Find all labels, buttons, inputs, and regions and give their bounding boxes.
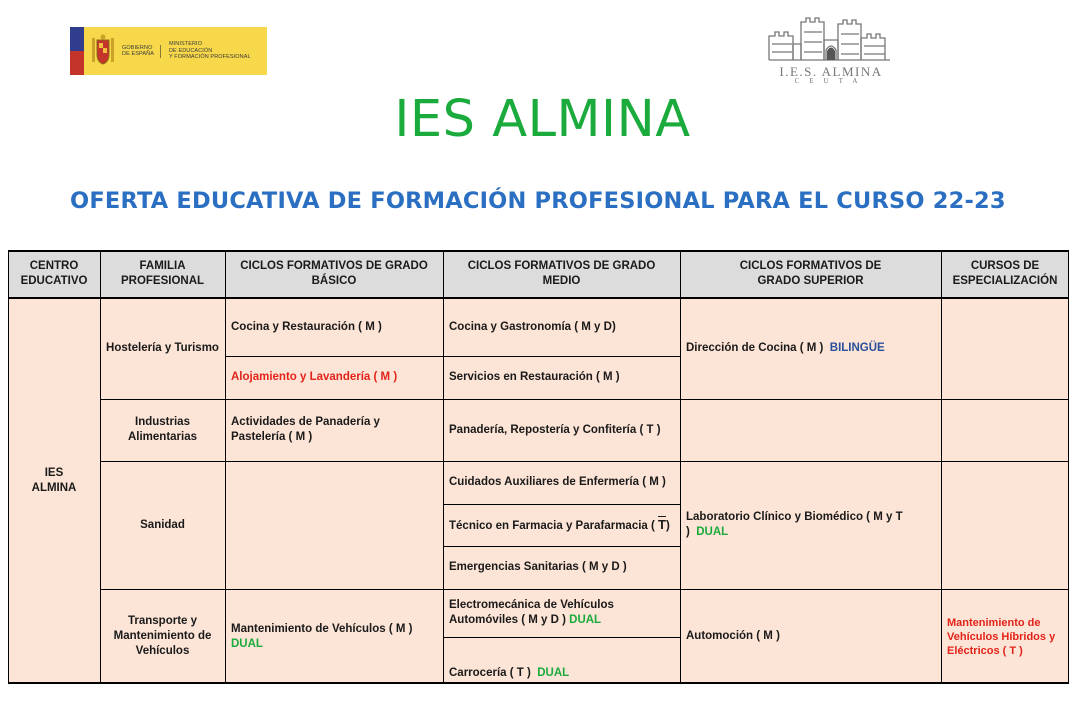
row-divider <box>443 546 680 547</box>
basico-panaderia: Actividades de Panadería y Pastelería ( M ) <box>231 416 380 443</box>
school-logo-city: CEUTA <box>794 77 868 85</box>
gov-text-gobierno: GOBIERNO DE ESPAÑA <box>122 45 161 58</box>
school-logo-name: I.E.S. ALMINA <box>779 64 883 79</box>
row-divider <box>225 356 680 357</box>
header-grado-basico: CICLOS FORMATIVOS DE GRADO BÁSICO <box>225 250 443 298</box>
medio-electromecanica: Electromecánica de Vehículos Automóviles ( M y D ) DUAL <box>449 599 614 626</box>
superior-automocion: Automoción ( M ) <box>686 630 780 642</box>
bilingue-tag: BILINGÜE <box>829 342 885 354</box>
family-industrias: Industrias Alimentarias <box>127 416 198 443</box>
row-divider <box>100 589 1069 590</box>
table-border-left <box>8 250 9 684</box>
dual-tag: DUAL <box>231 637 263 650</box>
column-divider <box>941 250 942 684</box>
especializacion-hibridos: Mantenimiento de Vehículos Híbridos y Eléctricos ( T ) <box>947 616 1056 657</box>
column-divider <box>680 250 681 684</box>
medio-emergencias: Emergencias Sanitarias ( M y D ) <box>449 561 627 573</box>
course-offer-table <box>8 250 1069 684</box>
column-divider <box>100 250 101 684</box>
coat-of-arms-icon <box>90 34 116 68</box>
medio-farmacia: Técnico en Farmacia y Parafarmacia ( $\overline{T}$) <box>449 516 670 532</box>
header-grado-superior: CICLOS FORMATIVOS DE GRADO SUPERIOR <box>680 250 941 298</box>
row-divider <box>100 461 1069 462</box>
family-sanidad: Sanidad <box>140 518 185 531</box>
row-divider <box>100 399 1069 400</box>
header-especializacion: CURSOS DE ESPECIALIZACIÓN <box>941 250 1069 298</box>
row-divider <box>443 504 680 505</box>
medio-cocina-gastronomia: Cocina y Gastronomía ( M y D) <box>449 320 616 333</box>
school-logo <box>766 14 896 85</box>
header-grado-medio: CICLOS FORMATIVOS DE GRADO MEDIO <box>443 250 680 298</box>
dual-tag: DUAL <box>537 667 570 679</box>
medio-cuidados: Cuidados Auxiliares de Enfermería ( M ) <box>449 476 666 488</box>
table-border-right <box>1068 250 1069 684</box>
page-title: IES ALMINA <box>394 90 691 149</box>
farmacia-shift-mark: $\overline{T}$ <box>658 516 666 532</box>
header-familia: FAMILIA PROFESIONAL <box>100 250 225 298</box>
table-border-bottom <box>8 682 1069 684</box>
header-centro: CENTRO EDUCATIVO <box>8 250 100 298</box>
family-transporte: Transporte y Mantenimiento de Vehículos <box>113 615 212 657</box>
dual-tag: DUAL <box>696 526 729 538</box>
superior-direccion-cocina: Dirección de Cocina ( M ) BILINGÜE <box>686 342 885 354</box>
centro-cell: IES ALMINA <box>31 467 77 494</box>
basico-alojamiento: Alojamiento y Lavandería ( M ) <box>231 371 398 383</box>
castle-icon <box>766 14 896 64</box>
basico-cocina: Cocina y Restauración ( M ) <box>231 320 382 333</box>
medio-panaderia-reposteria: Panadería, Repostería y Confitería ( T ) <box>449 423 661 436</box>
flag-icon <box>70 27 84 75</box>
dual-tag: DUAL <box>569 614 602 626</box>
page-subtitle: OFERTA EDUCATIVA DE FORMACIÓN PROFESIONAL PARA EL CURSO 22-23 <box>70 188 1006 214</box>
superior-laboratorio: Laboratorio Clínico y Biomédico ( M y T ) DUAL <box>686 511 903 538</box>
row-divider <box>443 637 680 638</box>
basico-vehiculos: Mantenimiento de Vehículos ( M ) DUAL <box>231 622 413 650</box>
medio-carroceria: Carrocería ( T ) DUAL <box>449 667 570 679</box>
medio-servicios-restauracion: Servicios en Restauración ( M ) <box>449 371 620 383</box>
government-logo <box>70 27 267 75</box>
family-hosteleria: Hostelería y Turismo <box>106 342 219 354</box>
column-divider <box>225 250 226 684</box>
table-border-top <box>8 250 1069 252</box>
header-divider <box>8 297 1069 299</box>
gov-text-ministerio: MINISTERIO DE EDUCACIÓN Y FORMACIÓN PROFESIONAL <box>168 41 251 61</box>
column-divider <box>443 250 444 684</box>
